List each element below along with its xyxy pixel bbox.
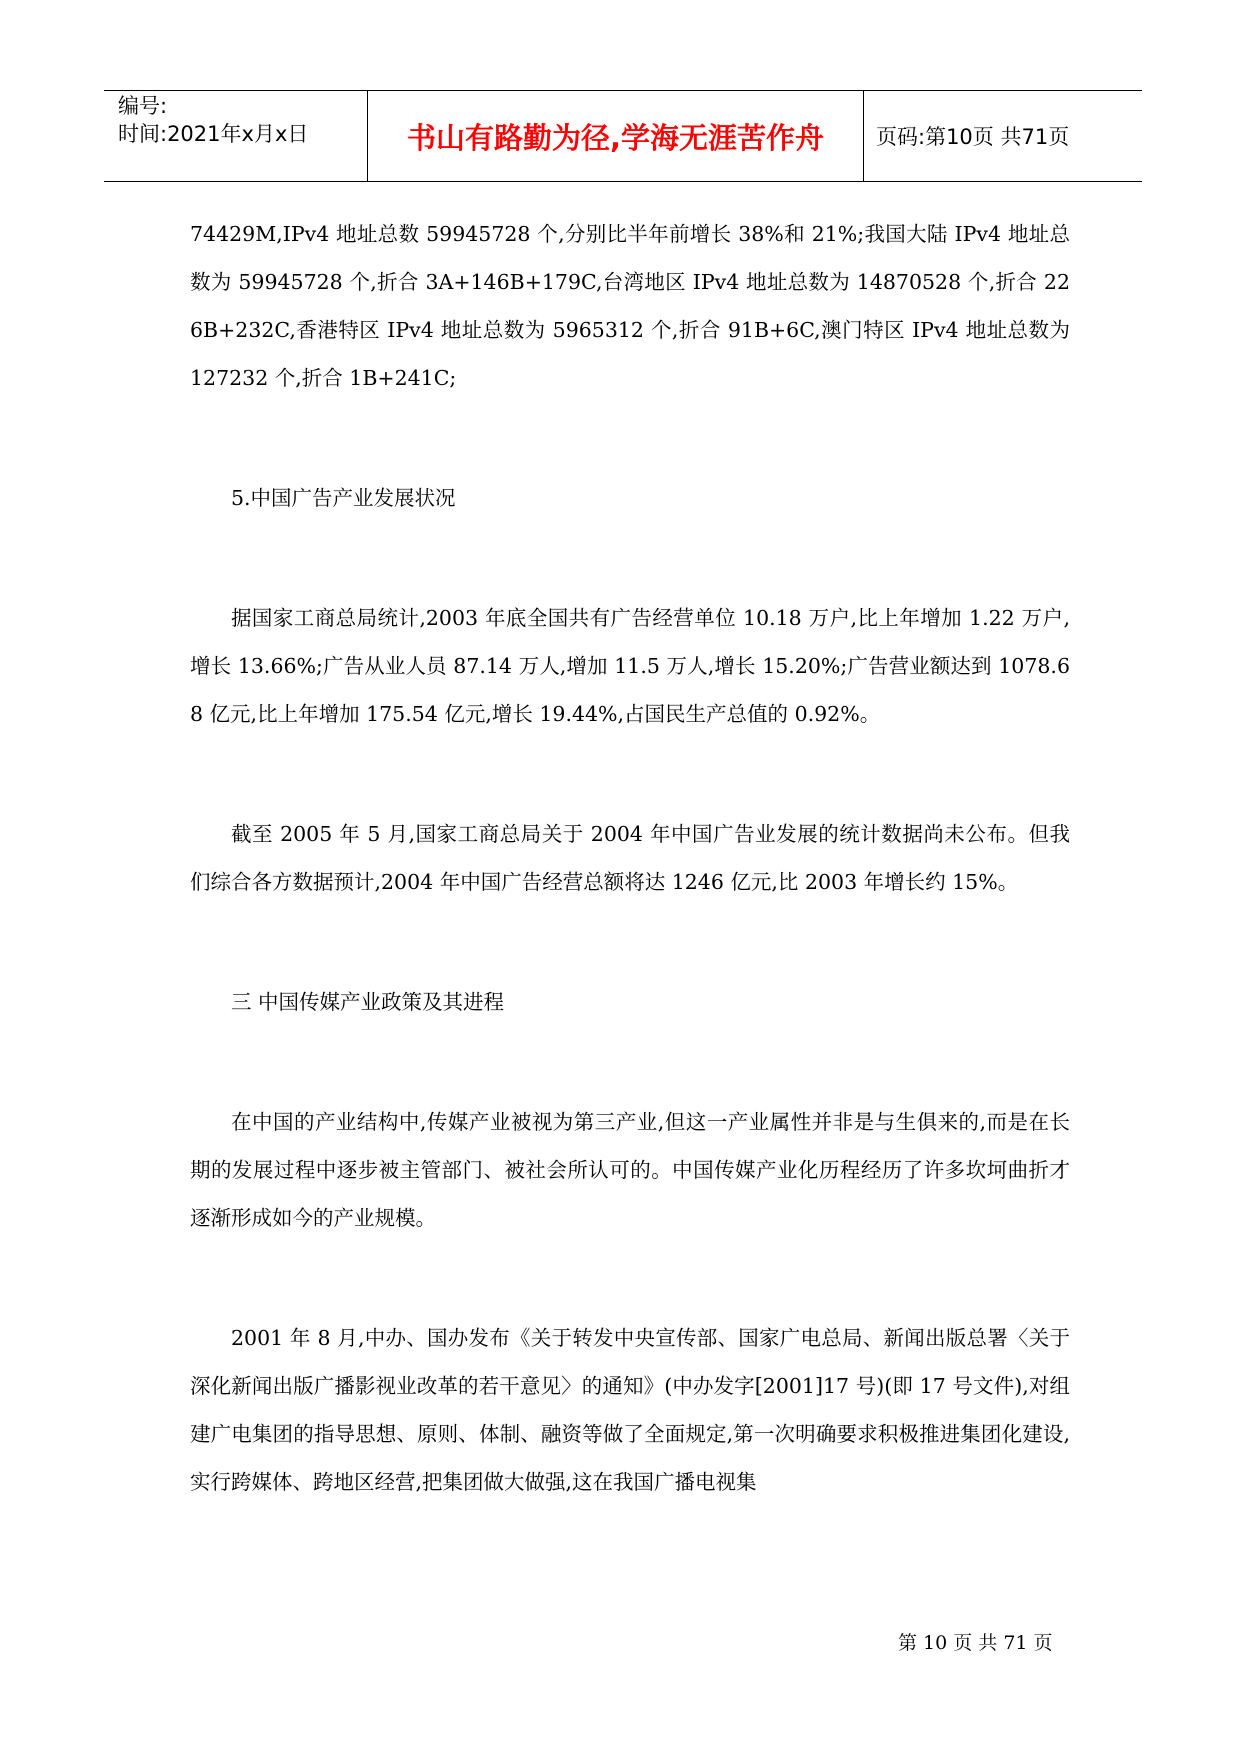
- document-number-label: 编号:: [118, 94, 168, 118]
- page-footer-number: 第 10 页 共 71 页: [898, 1632, 1053, 1654]
- document-body: [190, 210, 1070, 1506]
- section-heading-advertising: 5.中国广告产业发展状况: [231, 486, 456, 510]
- header-motto: 书山有路勤为径,学海无涯苦作舟: [368, 91, 864, 181]
- header-meta-cell: [104, 91, 368, 181]
- paragraph-document-17: 2001 年 8 月,中办、国办发布《关于转发中央宣传部、国家广电总局、新闻出版总署〈关于深化新闻出版广播影视业改革的若干意见〉的通知》(中办发字[2001]17 号)(即 17 号文件),对组建广电集团的指导思想、原则、体制、融资等做了全面规定,第一次明确要求积极推进集团化建设,实行跨媒体、跨地区经营,把集团做大做强,这在我国广播电视集: [190, 1326, 1070, 1494]
- paragraph-advertising-2004: 截至 2005 年 5 月,国家工商总局关于 2004 年中国广告业发展的统计数据尚未公布。但我们综合各方数据预计,2004 年中国广告经营总额将达 1246 亿元,比 2003 年增长约 15%。: [190, 822, 1070, 894]
- header-page-info: 页码:第10页 共71页: [876, 125, 1070, 149]
- section-heading-media-policy: 三 中国传媒产业政策及其进程: [231, 990, 505, 1014]
- paragraph-advertising-2003: 据国家工商总局统计,2003 年底全国共有广告经营单位 10.18 万户,比上年增加 1.22 万户,增长 13.66%;广告从业人员 87.14 万人,增加 11.5 万人,增长 15.20%;广告营业额达到 1078.68 亿元,比上年增加 175.54 亿元,增长 19.44%,占国民生产总值的 0.92%。: [190, 606, 1070, 726]
- paragraph-industry-structure: 在中国的产业结构中,传媒产业被视为第三产业,但这一产业属性并非是与生俱来的,而是在长期的发展过程中逐步被主管部门、被社会所认可的。中国传媒产业化历程经历了许多坎坷曲折才逐渐形成如今的产业规模。: [190, 1110, 1070, 1230]
- document-time-label: 时间:2021年x月x日: [118, 122, 309, 146]
- document-header: [104, 90, 1142, 182]
- paragraph-ipv4-stats: 74429M,IPv4 地址总数 59945728 个,分别比半年前增长 38%和 21%;我国大陆 IPv4 地址总数为 59945728 个,折合 3A+146B+179C,台湾地区 IPv4 地址总数为 14870528 个,折合 226B+232C,香港特区 IPv4 地址总数为 5965312 个,折合 91B+6C,澳门特区 IPv4 地址总数为 127232 个,折合 1B+241C;: [190, 222, 1070, 390]
